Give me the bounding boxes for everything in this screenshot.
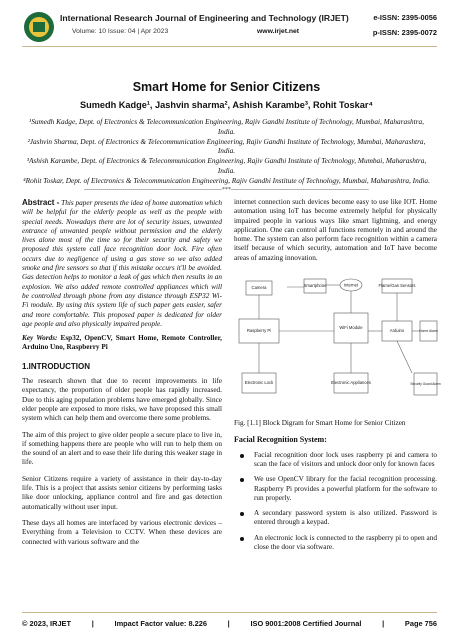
subsection-heading: Facial Recognition System:	[234, 435, 327, 445]
journal-header	[22, 10, 437, 44]
paper-authors: Sumedh Kadge¹, Jashvin sharma², Ashish Karambe³, Rohit Toskar⁴	[80, 100, 373, 110]
figure-caption: Fig. [1.1] Block Digram for Smart Home for Senior Citizen	[234, 419, 406, 428]
journal-website[interactable]: www.irjet.net	[257, 28, 300, 35]
bullet-icon	[240, 512, 244, 516]
node-internet: Internet	[343, 282, 359, 288]
paper-title: Smart Home for Senior Citizens	[132, 80, 321, 94]
affiliation: ²Jashvin Sharma, Dept. of Electronics & Telecommunication Engineering, Rajiv Gandhi Institute of Technology, Mumbai, Maharashtra, India.	[27, 136, 426, 156]
pissn: p-ISSN: 2395-0072	[372, 28, 437, 37]
affiliation: ³Ashish Karambe, Dept. of Electronics & Telecommunication Engineering, Rajiv Gandhi Institute of Technology, Mumbai, Maharashtra, India.	[26, 156, 427, 175]
footer-page: Page 756	[404, 619, 437, 628]
bullet-text: An electronic lock is connected to the raspberry pi to open and close the door via software.	[254, 533, 437, 552]
footer-sep: |	[91, 619, 94, 628]
footer-copyright: © 2023, IRJET	[22, 619, 71, 628]
keywords	[22, 334, 222, 353]
list-item	[234, 475, 437, 503]
node-camera: Camera	[251, 285, 267, 291]
intro-paragraph: The research shown that due to recent improvements in life expectancy, the proportion of older people has rapidly increased. Due to this aging population problems have emerged globally. Since elder people are exposed to more risks, we have proposed this small system which can help them and overcome there some problems.	[22, 377, 222, 423]
footer-impact: Impact Factor value: 8.226	[114, 619, 207, 628]
footer-sep: |	[227, 619, 230, 628]
intro-paragraph: These days all homes are interfaced by various electronic devices – Everything from a Television to CCTV. When these devices are connected with various software and the	[22, 518, 222, 546]
abstract	[22, 198, 222, 329]
right-column	[234, 198, 441, 558]
abstract-text: This paper presents the idea of home automation which will be helpful for the elderly people as well as the people with special needs. Nowadays there are lot of security issues, unwanted entrance of unwanted people without permission and the elderly lives alone most of the time so for their security and safety we proposed this system call face recognition door lock. Fire often occurs due to negligence of using a gas stove so we also added smoke and fire sensors so that if this mistake occurs it'll be avoided. Gas detection helps to monitor a leak of gas which then results in an explosion. We also added remote controlled appliances which will be controlled through phone from any distance through ESP32 Wi-Fi module. By using this system life of such paper gets easier, safer and more comfortable. This proposed paper is dedicated for older age people and also physically impaired people.	[22, 199, 222, 328]
bullet-text: Facial recognition door lock uses raspberry pi and camera to scan the face of visitors and unlock door only for known faces	[254, 450, 437, 468]
node-lock: Electronic Lock	[244, 380, 274, 386]
section-heading: 1.INTRODUCTION	[22, 361, 90, 371]
irjet-logo	[22, 10, 56, 44]
page-footer	[22, 619, 437, 628]
node-smartphone: Smartphone	[303, 283, 327, 289]
header-divider	[22, 46, 437, 47]
keywords-label: Key Words:	[22, 334, 58, 343]
affiliations	[20, 117, 433, 186]
list-item	[234, 509, 437, 528]
node-appliances: Electronic Appliances	[331, 380, 371, 386]
block-diagram	[234, 273, 441, 415]
left-column	[22, 198, 222, 554]
separator-line: ---------------------------------------------------------------------***---------------------------------------------------------------------	[84, 187, 369, 193]
bullet-icon	[240, 454, 244, 458]
affiliation: ¹Sumedh Kadge, Dept. of Electronics & Telecommunication Engineering, Rajiv Gandhi Institute of Technology, Mumbai, Maharashtra, India.	[29, 117, 424, 136]
bullet-text: A secondary password system is also utilized. Password is entered through a keypad.	[254, 509, 437, 527]
eissn: e-ISSN: 2395-0056	[373, 13, 437, 22]
volume-issue: Volume: 10 Issue: 04 | Apr 2023	[72, 28, 169, 35]
node-arduino: Arduino	[389, 328, 405, 334]
node-wifi: WiFi Module	[339, 325, 363, 331]
bullet-list	[234, 451, 437, 553]
node-raspberry: Raspberry Pi	[246, 328, 272, 334]
node-security-alarm: Security Guard Alarm	[410, 382, 441, 387]
affiliation: ⁴Rohit Toskar, Dept. of Electronics & Telecommunication Engineering, Rajiv Gandhi Institute of Technology, Mumbai, Maharashtra, India.	[23, 175, 430, 185]
keywords-text: Esp32, OpenCV, Smart Home, Remote Controller, Arduino Uno, Raspberry Pi	[22, 334, 222, 352]
intro-paragraph: Senior Citizens require a variety of assistance in their day-to-day life. This is a project that assists senior citizens by performing tasks like door unlocking, appliance control and fire and gas detection automatically without user input.	[22, 474, 222, 511]
intro-continued: internet connection such devices become easy to use like IOT. Home automation using IoT has become extremely helpful for physically impaired people in various ways like smart lightning, and energy application. One can control all functions remotely in and around the home. The system can also perform face recognition within a camera itself because of which security, automation and IoT have become areas of amazing innovation.	[234, 198, 437, 262]
abstract-label: Abstract -	[22, 198, 60, 207]
footer-sep: |	[382, 619, 385, 628]
bullet-icon	[240, 478, 244, 482]
footer-divider	[22, 612, 437, 613]
node-flame-gas: Flame/Gas Sensors	[378, 283, 416, 289]
node-home-alarm: Home Alarm	[419, 329, 438, 334]
footer-iso: ISO 9001:2008 Certified Journal	[250, 619, 362, 628]
journal-name: International Research Journal of Engineering and Technology (IRJET)	[60, 13, 349, 23]
intro-paragraph: The aim of this project to give older people a secure place to live in, if something happens there are people who will run to help them on the sound of an alert and to ease their life during this weaker stage in life.	[22, 430, 222, 467]
bullet-icon	[240, 537, 244, 541]
bullet-text: We use OpenCV library for the facial recognition processing. Raspberry Pi provides a powerful platform for the software to run properly.	[254, 475, 437, 502]
list-item	[234, 534, 437, 553]
list-item	[234, 451, 437, 470]
